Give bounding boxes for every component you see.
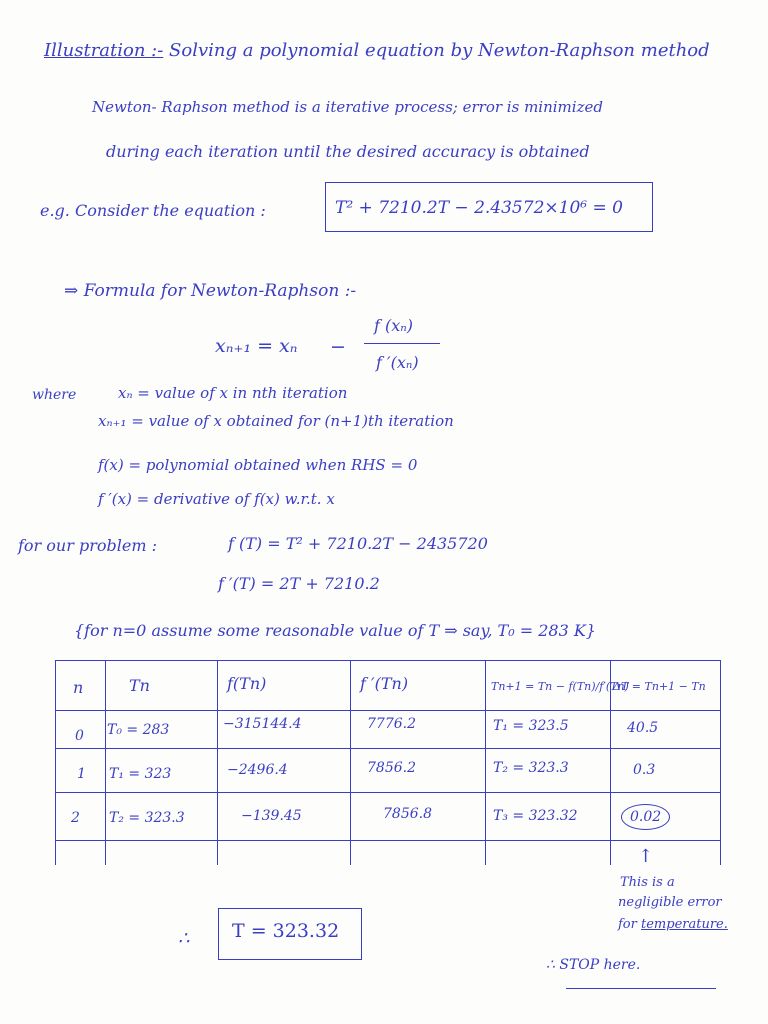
stop-underline bbox=[566, 988, 716, 989]
initial-assumption: {for n=0 assume some reasonable value of T ⇒ say, T₀ = 283 K} bbox=[74, 621, 596, 640]
page-title bbox=[44, 42, 710, 60]
iteration-table bbox=[55, 660, 720, 865]
problem-function: f (T) = T² + 7210.2T − 2435720 bbox=[228, 534, 488, 553]
formula-heading: ⇒ Formula for Newton-Raphson :- bbox=[64, 281, 357, 301]
example-equation: T² + 7210.2T − 2.43572×10⁶ = 0 bbox=[335, 198, 623, 218]
up-arrow-icon: ↑ bbox=[638, 846, 654, 867]
row-0-tn1: T₁ = 323.5 bbox=[493, 718, 569, 734]
formula-numerator: f (xₙ) bbox=[374, 316, 413, 335]
row-2-delta-circled: 0.02 bbox=[621, 804, 670, 830]
table-header-tn: Tn bbox=[129, 676, 150, 695]
row-2-fprime: 7856.8 bbox=[383, 806, 432, 822]
note-line-3 bbox=[618, 918, 728, 931]
intro-line-2: during each iteration until the desired accuracy is obtained bbox=[106, 142, 590, 161]
row-0-delta: 40.5 bbox=[627, 720, 659, 736]
row-2-tn: T₂ = 323.3 bbox=[109, 810, 185, 826]
table-header-n: n bbox=[73, 678, 84, 697]
problem-label: for our problem : bbox=[18, 536, 157, 555]
intro-line-1: Newton- Raphson method is a iterative process; error is minimized bbox=[92, 98, 603, 116]
note-line-1: This is a bbox=[620, 875, 675, 890]
table-header-fprime-tn: f ′(Tn) bbox=[360, 674, 409, 693]
table-header-ftn: f(Tn) bbox=[227, 674, 267, 693]
row-1-tn: T₁ = 323 bbox=[109, 766, 172, 782]
note-line-2: negligible error bbox=[618, 895, 722, 910]
definition-xn1: xₙ₊₁ = value of x obtained for (n+1)th iteration bbox=[98, 412, 454, 430]
row-1-tn1: T₂ = 323.3 bbox=[493, 760, 569, 776]
row-2-n: 2 bbox=[71, 810, 80, 826]
stop-note: ∴ STOP here. bbox=[546, 957, 641, 973]
formula-lhs: xₙ₊₁ = xₙ bbox=[215, 335, 298, 357]
row-2-tn1: T₃ = 323.32 bbox=[493, 808, 578, 824]
final-answer: T = 323.32 bbox=[232, 920, 340, 942]
therefore-symbol: ∴ bbox=[178, 928, 190, 949]
formula-denominator: f ′(xₙ) bbox=[376, 353, 419, 372]
row-1-delta: 0.3 bbox=[633, 762, 656, 778]
title-label: Illustration :- bbox=[44, 40, 164, 61]
definition-fx: f(x) = polynomial obtained when RHS = 0 bbox=[98, 456, 418, 474]
definition-fprime: f ′(x) = derivative of f(x) w.r.t. x bbox=[98, 490, 335, 508]
formula-minus: − bbox=[330, 336, 346, 358]
row-2-ftn: −139.45 bbox=[241, 808, 302, 824]
row-0-n: 0 bbox=[75, 728, 84, 744]
row-1-fprime: 7856.2 bbox=[367, 760, 416, 776]
row-0-tn: T₀ = 283 bbox=[107, 722, 170, 738]
title-text: Solving a polynomial equation by Newton-Raphson method bbox=[169, 40, 710, 61]
row-0-fprime: 7776.2 bbox=[367, 716, 416, 732]
row-0-ftn: −315144.4 bbox=[223, 716, 302, 732]
example-label: e.g. Consider the equation : bbox=[40, 201, 266, 220]
table-header-tn1: Tn+1 = Tn − f(Tn)/f′(Tn) bbox=[491, 680, 629, 693]
table-header-delta: ΔT = Tn+1 − Tn bbox=[613, 680, 706, 693]
problem-derivative: f ′(T) = 2T + 7210.2 bbox=[218, 574, 380, 593]
row-1-ftn: −2496.4 bbox=[227, 762, 288, 778]
where-label: where bbox=[32, 387, 77, 403]
fraction-bar bbox=[364, 343, 440, 344]
row-1-n: 1 bbox=[77, 766, 86, 782]
note-line-3-prefix: for bbox=[618, 917, 637, 932]
note-line-3-word: temperature. bbox=[641, 917, 728, 932]
definition-xn: xₙ = value of x in nth iteration bbox=[118, 384, 348, 402]
